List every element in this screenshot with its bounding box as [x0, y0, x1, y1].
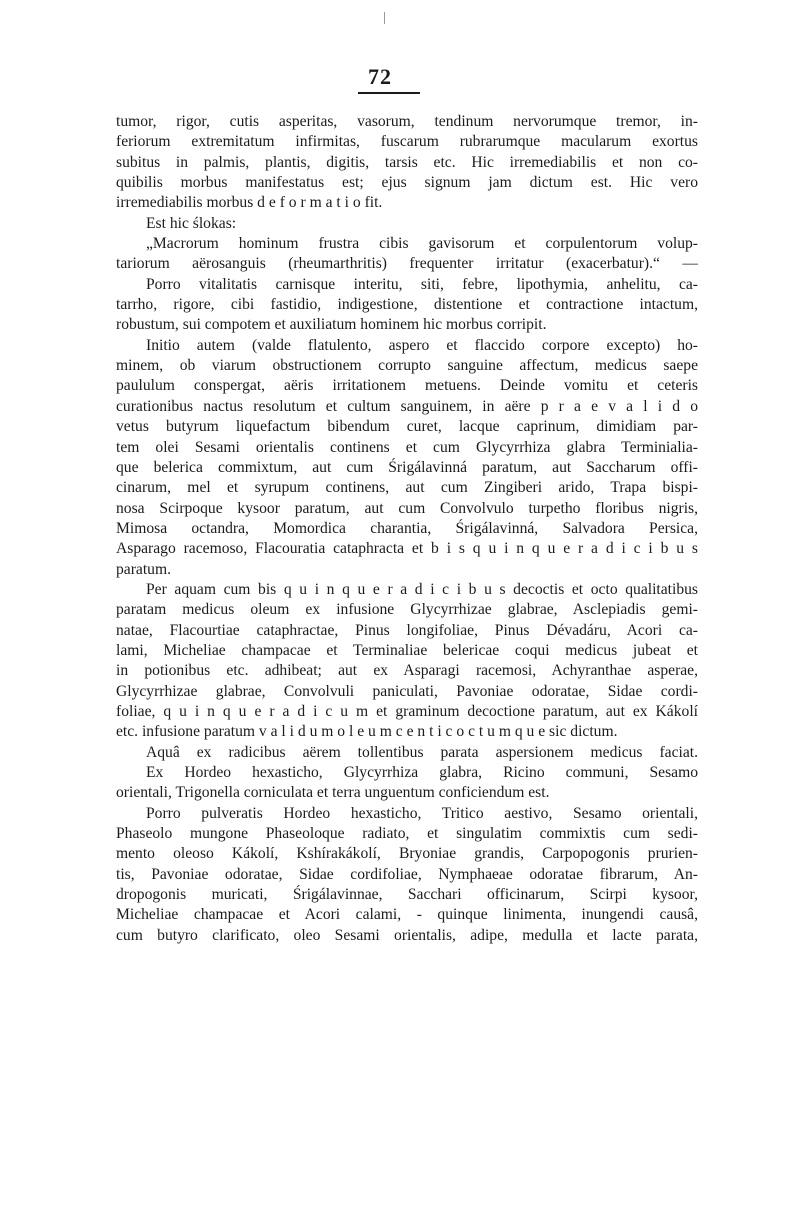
- text-line: Porro pulveratis Hordeo hexasticho, Tritico aestivo, Sesamo orientali,: [146, 804, 698, 822]
- text-line: robustum, sui compotem et auxiliatum hominem hic morbus corripit.: [116, 316, 547, 334]
- text-line: tumor, rigor, cutis asperitas, vasorum, tendinum nervorumque tremor, in-: [116, 113, 698, 130]
- text-line: Glycyrrhizae glabrae, Convolvuli paniculati, Pavoniae odoratae, Sidae cordi-: [116, 682, 698, 700]
- text-line: que belerica commixtum, aut cum Śrigálavinná paratum, aut Saccharum offi-: [116, 458, 698, 476]
- text-line: Est hic ślokas:: [146, 214, 237, 232]
- text-line: subitus in palmis, plantis, digitis, tarsis etc. Hic irremediabilis et non co-: [116, 153, 698, 171]
- text-line: foliae, q u i n q u e r a d i c u m et graminum decoctione paratum, aut ex Kákolí: [116, 702, 698, 720]
- text-line: dropogonis muricati, Śrigálavinnae, Sacchari officinarum, Scirpi kysoor,: [116, 886, 698, 904]
- text-line: paratam medicus oleum ex infusione Glycyrrhizae glabrae, Asclepiadis gemi-: [116, 601, 698, 619]
- text-line: tariorum aërosanguis (rheumarthritis) frequenter irritatur (exacerbatur).“ —: [116, 255, 698, 273]
- text-line: orientali, Trigonella corniculata et terra unguentum conficiendum est.: [116, 784, 550, 802]
- text-line: Per aquam cum bis q u i n q u e r a d i c i b u s decoctis et octo qualitatibus: [146, 580, 698, 598]
- text-line: nosa Scirpoque kysoor paratum, aut cum Convolvulo turpetho floribus nigris,: [116, 499, 698, 517]
- text-line: vetus butyrum liquefactum bibendum curet, lacque caprinum, dimidiam par-: [116, 418, 698, 436]
- text-line: Initio autem (valde flatulento, aspero et flaccido corpore excepto) ho-: [146, 336, 698, 354]
- text-line: tis, Pavoniae odoratae, Sidae cordifoliae, Nymphaeae odoratae fibrarum, An-: [116, 865, 698, 883]
- page-number: 72: [368, 64, 392, 89]
- page-number-rule: [358, 92, 420, 94]
- text-line: cinarum, mel et syrupum continens, aut cum Zingiberi arido, Trapa bispi-: [116, 479, 698, 497]
- text-line: tem olei Sesami orientalis continens et cum Glycyrrhiza glabra Terminialia-: [116, 438, 698, 456]
- text-line: Micheliae champacae et Acori calami, - quinque linimenta, inungendi causâ,: [116, 906, 698, 924]
- text-line: paratum.: [116, 560, 171, 578]
- text-line: etc. infusione paratum v a l i d u m o l e u m c e n t i c o c t u m q u e sic dictum.: [116, 723, 618, 741]
- text-line: cum butyro clarificato, oleo Sesami orientalis, adipe, medulla et lacte parata,: [116, 926, 698, 944]
- text-line: Porro vitalitatis carnisque interitu, siti, febre, lipothymia, anhelitu, ca-: [146, 275, 698, 293]
- body-text: [116, 112, 698, 946]
- text-line: Aquâ ex radicibus aërem tollentibus parata aspersionem medicus faciat.: [146, 743, 698, 761]
- text-line: mento oleoso Kákolí, Kshírakákolí, Bryoniae grandis, Carpopogonis prurien-: [116, 845, 698, 863]
- text-line: Asparago racemoso, Flacouratia cataphracta et b i s q u i n q u e r a d i c i b u s: [116, 540, 698, 558]
- text-line: feriorum extremitatum infirmitas, fuscarum rubrarumque macularum exortus: [116, 133, 698, 151]
- text-line: Phaseolo mungone Phaseoloque radiato, et singulatim commixtis cum sedi-: [116, 825, 698, 843]
- text-line: natae, Flacourtiae cataphractae, Pinus longifoliae, Pinus Dévadáru, Acori ca-: [116, 621, 698, 639]
- text-line: Mimosa octandra, Momordica charantia, Śrigálavinná, Salvadora Persica,: [116, 519, 698, 537]
- text-line: quibilis morbus manifestatus est; ejus signum jam dictum est. Hic vero: [116, 174, 698, 192]
- text-line: minem, ob viarum obstructionem corrupto sanguine affectum, medicus saepe: [116, 357, 698, 375]
- text-line: curationibus nactus resolutum et cultum sanguinem, in aëre p r a e v a l i d o: [116, 397, 698, 415]
- margin-mark: [384, 12, 385, 24]
- text-line: „Macrorum hominum frustra cibis gavisorum et corpulentorum volup-: [146, 235, 698, 253]
- text-line: paululum conspergat, aëris irritationem metuens. Deinde vomitu et ceteris: [116, 377, 698, 395]
- text-line: irremediabilis morbus d e f o r m a t i o fit.: [116, 194, 383, 212]
- text-line: tarrho, rigore, cibi fastidio, indigestione, distentione et contractione intactum,: [116, 296, 698, 314]
- text-line: lami, Micheliae champacae et Terminaliae belericae coqui medicus jubeat et: [116, 641, 698, 659]
- text-line: in potionibus etc. adhibeat; aut ex Asparagi racemosi, Achyranthae asperae,: [116, 662, 698, 680]
- text-line: Ex Hordeo hexasticho, Glycyrrhiza glabra, Ricino communi, Sesamo: [146, 764, 698, 781]
